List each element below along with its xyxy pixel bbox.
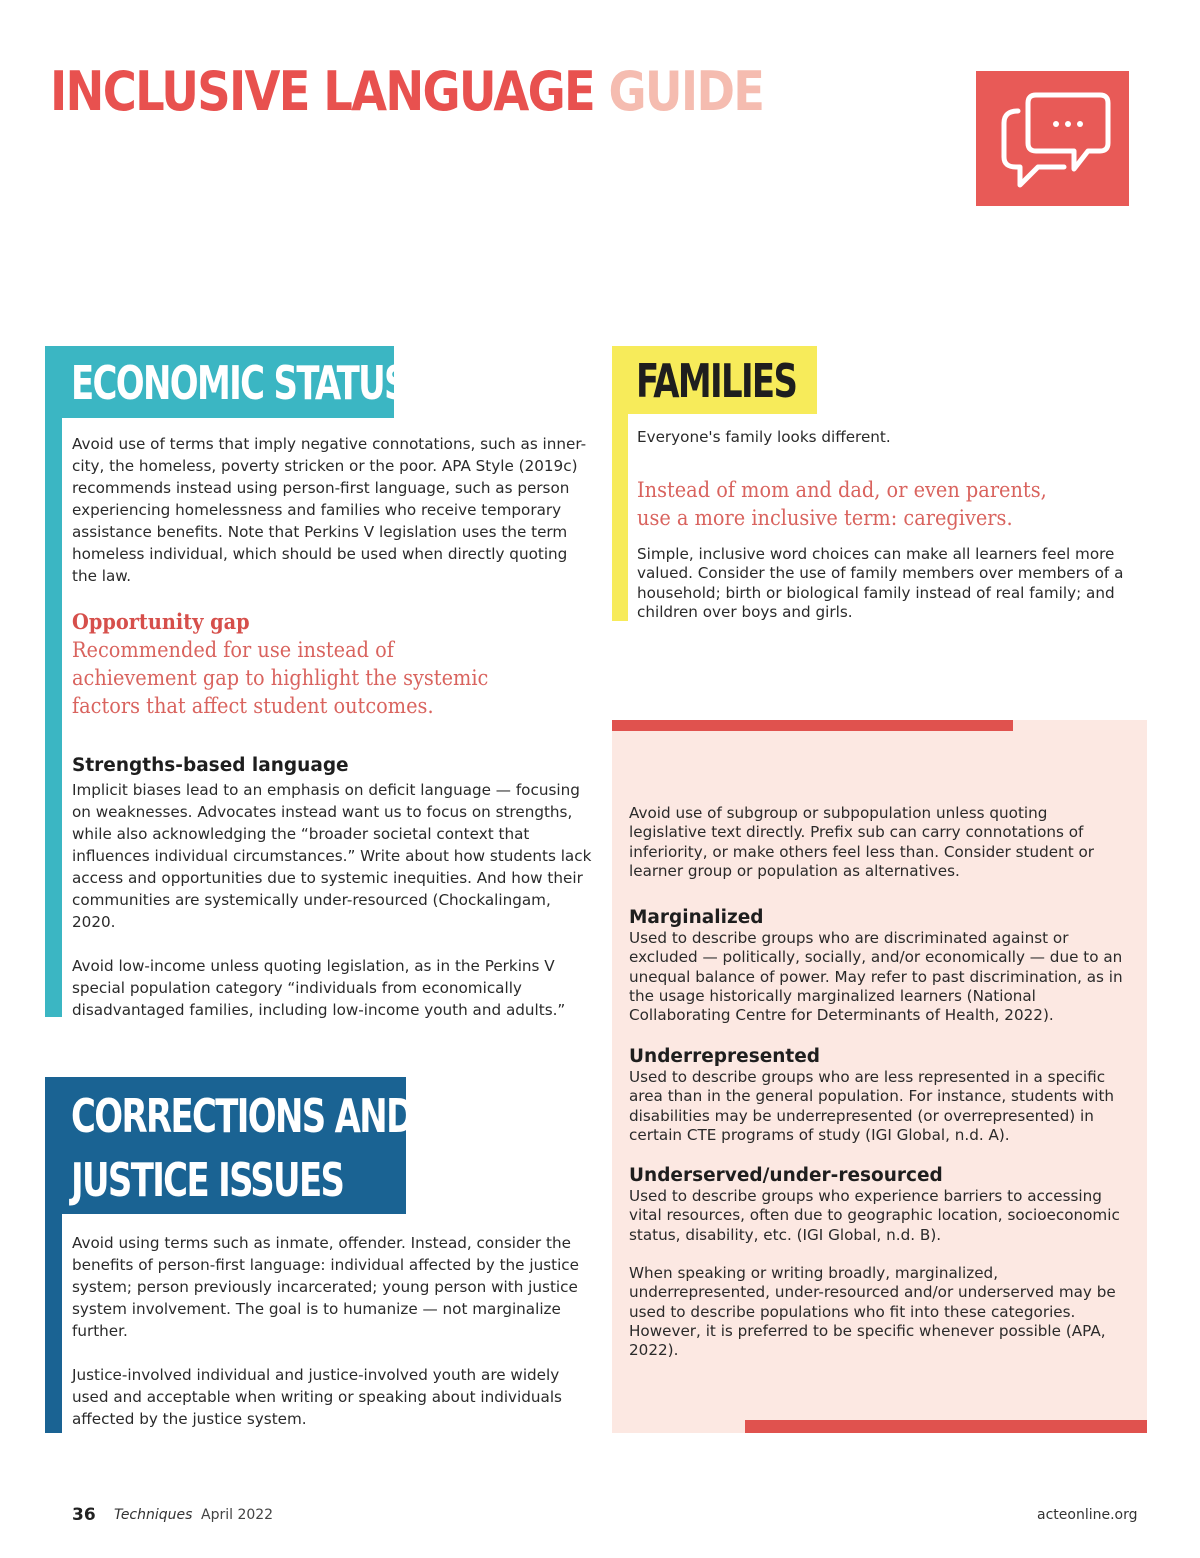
website-link[interactable]: acteonline.org — [1037, 1507, 1138, 1523]
underrepresented-body: Used to describe groups who are less represented in a specific area than in the general population. For instance, students with disabilities may be underrepresented (or overrepresented) in certain CTE programs of study (IGI Global, n.d. A). — [629, 1068, 1115, 1144]
underserved-body: Used to describe groups who experience barriers to accessing vital resources, often due to geographic location, socioeconomic status, disability, etc. (IGI Global, n.d. B). — [629, 1187, 1120, 1244]
title-part-1: INCLUSIVE LANGUAGE — [50, 60, 595, 123]
families-bar — [612, 414, 628, 621]
corrections-heading-line2: JUSTICE ISSUES — [71, 1153, 344, 1207]
economic-status-heading: ECONOMIC STATUS — [71, 356, 407, 410]
families-quote: Instead of mom and dad, or even parents, use a more inclusive term: caregivers. — [637, 478, 1047, 530]
marginalized-body: Used to describe groups who are discriminated against or excluded — politically, socially, and/or economically — due to an unequal balance of power. May refer to past discrimination, as in the usage historically marginalized learners (National Collaborating Centre for Determinants of Health, 2022). — [629, 929, 1123, 1025]
subgroups-intro: Avoid use of subgroup or subpopulation unless quoting legislative text directly. Prefix sub can carry connotations of inferiority, or make others feel less than. Consider student or learner group or population as alternatives. — [629, 804, 1095, 880]
issue-date: April 2022 — [201, 1507, 274, 1523]
families-heading: FAMILIES — [636, 354, 797, 408]
corrections-bar — [45, 1214, 62, 1433]
chat-bubbles-icon — [976, 71, 1129, 206]
families-intro: Everyone's family looks different. — [637, 428, 891, 446]
strengths-body: Implicit biases lead to an emphasis on deficit language — focusing on weaknesses. Advocates instead want us to focus on strengths, while also acknowledging the “broader societal context that influences individual circumstances.” Write about how students lack access and opportunities due to systemic inequities. And how their communities are systemically under-resourced (Chockalingam, 2020. — [72, 781, 592, 931]
families-header — [612, 346, 817, 414]
economic-status-bar — [45, 418, 62, 1017]
underrepresented-heading: Underrepresented — [629, 1046, 821, 1067]
strengths-heading: Strengths-based language — [72, 755, 349, 776]
page-title — [50, 62, 763, 122]
panel-bottom-bar — [745, 1420, 1147, 1433]
corrections-body-1: Avoid using terms such as inmate, offender. Instead, consider the benefits of person-first language: individual affected by the justice system; person previously incarcerated; young person with justice system involvement. The goal is to humanize — not marginalize further. — [72, 1234, 579, 1340]
panel-top-bar — [612, 720, 1013, 731]
page-number: 36 — [72, 1505, 96, 1525]
marginalized-heading: Marginalized — [629, 907, 764, 928]
magazine-name: Techniques — [114, 1507, 193, 1523]
corrections-body-2: Justice-involved individual and justice-involved youth are widely used and acceptable when writing or speaking about individuals affected by the justice system. — [72, 1366, 562, 1428]
corrections-heading-line1: CORRECTIONS AND — [71, 1089, 413, 1143]
opportunity-gap-heading: Opportunity gap — [72, 609, 250, 634]
corrections-header — [45, 1077, 413, 1214]
opportunity-gap-body: Recommended for use instead of achievement gap to highlight the systemic factors that affect student outcomes. — [72, 638, 489, 718]
title-part-2: GUIDE — [608, 60, 764, 123]
economic-intro: Avoid use of terms that imply negative connotations, such as inner-city, the homeless, poverty stricken or the poor. APA Style (2019c) recommends instead using person-first language, such as person experiencing homelessness and families who receive temporary assistance benefits. Note that Perkins V legislation uses the term homeless individual, which should be used when directly quoting the law. — [72, 435, 587, 585]
subgroups-closing: When speaking or writing broadly, marginalized, underrepresented, under-resourced and/or underserved may be used to describe populations who fit into these categories. However, it is preferred to be specific whenever possible (APA, 2022). — [629, 1264, 1116, 1360]
underserved-heading: Underserved/under-resourced — [629, 1165, 943, 1186]
low-income-body: Avoid low-income unless quoting legislation, as in the Perkins V special population category “individuals from economically disadvantaged families, including low-income youth and adults.” — [72, 957, 566, 1019]
economic-status-header — [45, 346, 407, 418]
families-body: Simple, inclusive word choices can make all learners feel more valued. Consider the use of family members over members of a household; birth or biological family instead of real family; and children over boys and girls. — [637, 545, 1124, 621]
